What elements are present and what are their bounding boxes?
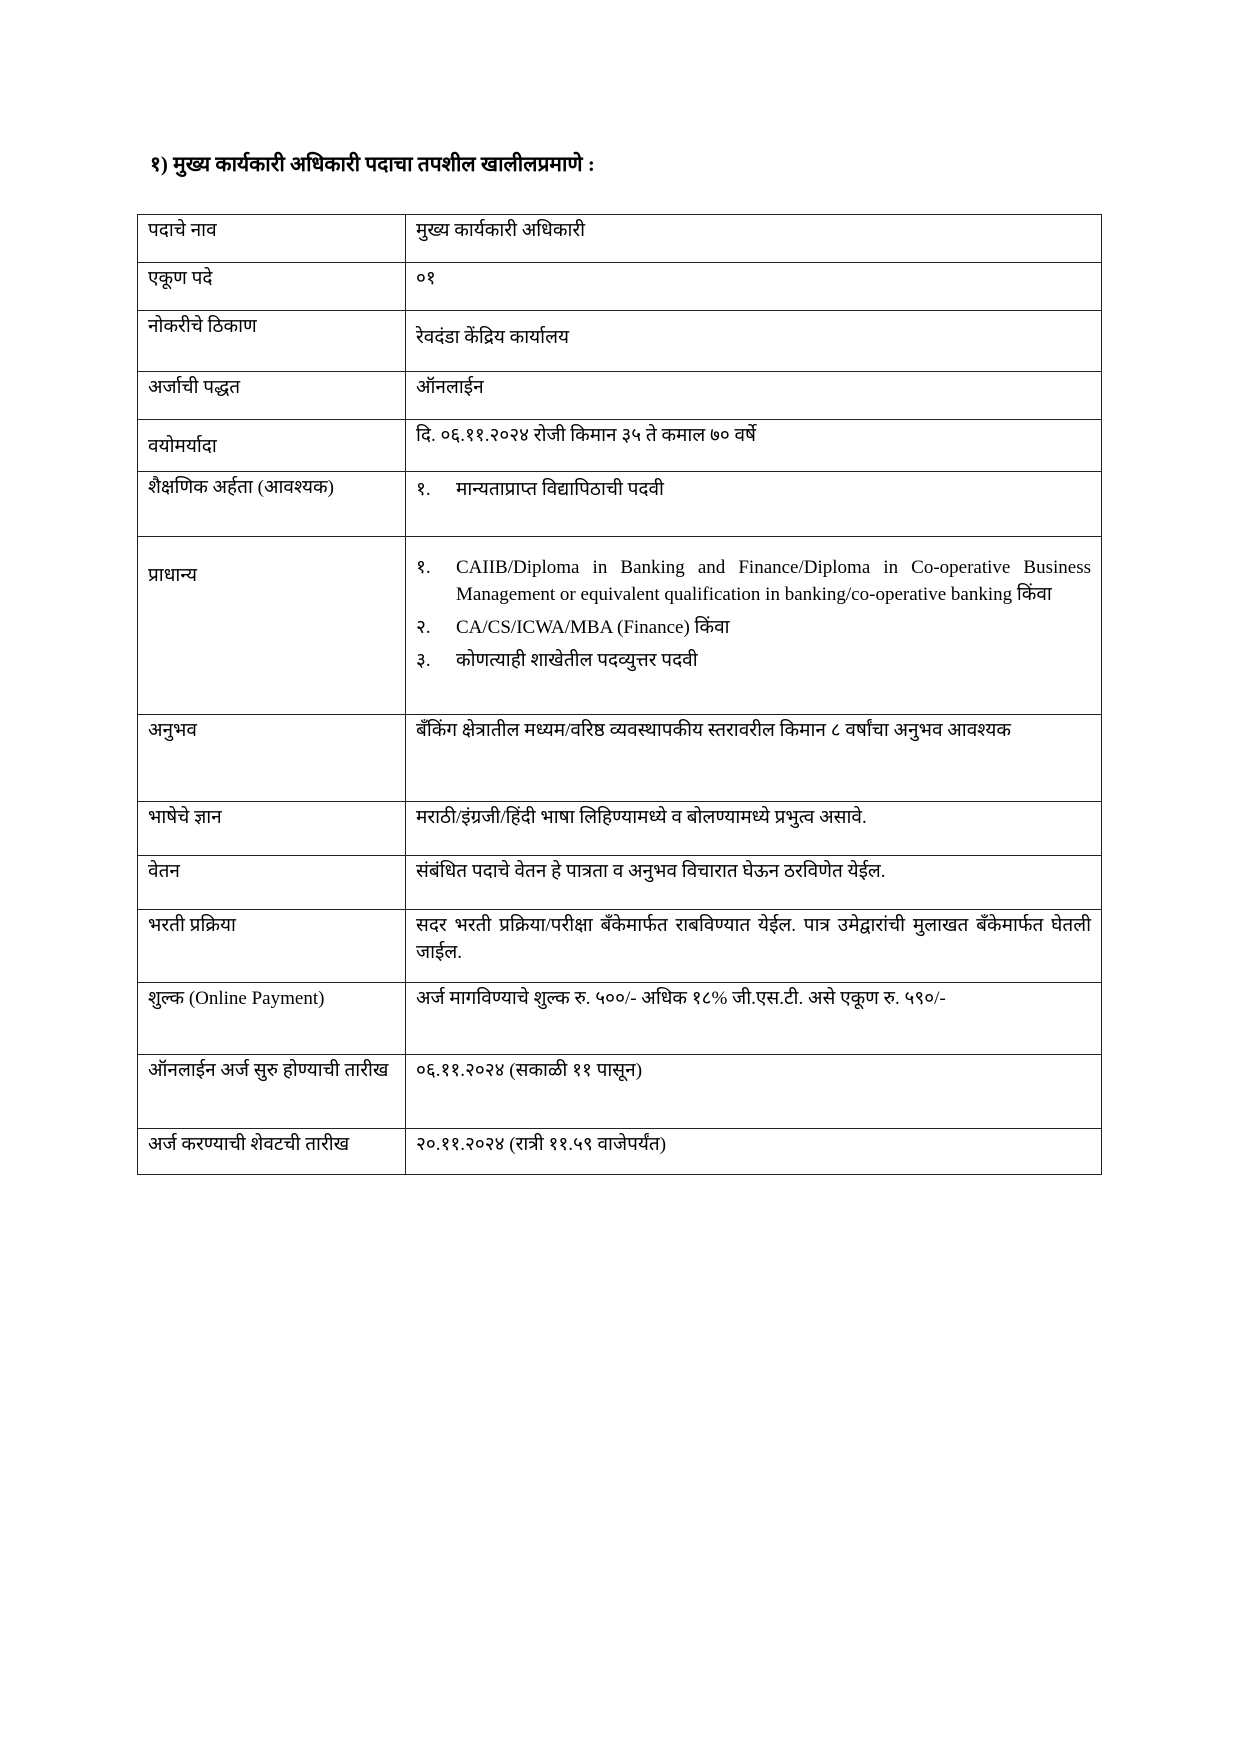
row-value-start-date: ०६.११.२०२४ (सकाळी ११ पासून) xyxy=(406,1055,1102,1129)
row-label-start-date: ऑनलाईन अर्ज सुरु होण्याची तारीख xyxy=(138,1055,406,1129)
row-label-fee: शुल्क (Online Payment) xyxy=(138,983,406,1055)
item-text: CA/CS/ICWA/MBA (Finance) किंवा xyxy=(456,616,730,638)
row-value-total-posts: ०१ xyxy=(406,263,1102,311)
table-row xyxy=(138,215,1102,263)
item-number: २. xyxy=(416,616,431,638)
table-row xyxy=(138,420,1102,472)
item-number: ३. xyxy=(416,649,431,671)
table-row xyxy=(138,910,1102,983)
row-label-experience: अनुभव xyxy=(138,715,406,802)
row-value-language: मराठी/इंग्रजी/हिंदी भाषा लिहिण्यामध्ये व बोलण्यामध्ये प्रभुत्व असावे. xyxy=(406,802,1102,856)
row-value-education xyxy=(406,472,1102,537)
list-item xyxy=(416,615,1091,642)
table-row xyxy=(138,263,1102,311)
list-item xyxy=(416,648,1091,675)
row-label-application-mode: अर्जाची पद्धत xyxy=(138,372,406,420)
row-label-age-limit: वयोमर्यादा xyxy=(138,420,406,472)
item-text: कोणत्याही शाखेतील पदव्युत्तर पदवी xyxy=(456,649,698,671)
row-label-post-name: पदाचे नाव xyxy=(138,215,406,263)
row-label-salary: वेतन xyxy=(138,856,406,910)
table-row xyxy=(138,856,1102,910)
row-label-total-posts: एकूण पदे xyxy=(138,263,406,311)
table-row xyxy=(138,802,1102,856)
row-value-last-date: २०.११.२०२४ (रात्री ११.५९ वाजेपर्यंत) xyxy=(406,1129,1102,1175)
post-details-table xyxy=(137,214,1102,1175)
table-row xyxy=(138,311,1102,372)
row-value-recruitment-process: सदर भरती प्रक्रिया/परीक्षा बँकेमार्फत राबविण्यात येईल. पात्र उमेद्वारांची मुलाखत बँकेमार्फत घेतली जाईल. xyxy=(406,910,1102,983)
row-value-fee: अर्ज मागविण्याचे शुल्क रु. ५००/- अधिक १८% जी.एस.टी. असे एकूण रु. ५९०/- xyxy=(406,983,1102,1055)
table-row xyxy=(138,715,1102,802)
list-item xyxy=(416,477,1091,504)
table-row xyxy=(138,537,1102,715)
table-row xyxy=(138,372,1102,420)
row-label-language: भाषेचे ज्ञान xyxy=(138,802,406,856)
row-label-recruitment-process: भरती प्रक्रिया xyxy=(138,910,406,983)
row-value-preference xyxy=(406,537,1102,715)
section-heading: १) मुख्य कार्यकारी अधिकारी पदाचा तपशील खालीलप्रमाणे : xyxy=(150,152,595,176)
item-number: १. xyxy=(416,557,431,578)
row-value-age-limit: दि. ०६.११.२०२४ रोजी किमान ३५ ते कमाल ७० वर्षे xyxy=(406,420,1102,472)
row-label-preference: प्राधान्य xyxy=(138,537,406,715)
table-row xyxy=(138,1129,1102,1175)
row-label-last-date: अर्ज करण्याची शेवटची तारीख xyxy=(138,1129,406,1175)
row-value-post-name: मुख्य कार्यकारी अधिकारी xyxy=(406,215,1102,263)
table-row xyxy=(138,1055,1102,1129)
row-value-salary: संबंधित पदाचे वेतन हे पात्रता व अनुभव विचारात घेऊन ठरविणेत येईल. xyxy=(406,856,1102,910)
row-value-experience: बँकिंग क्षेत्रातील मध्यम/वरिष्ठ व्यवस्थापकीय स्तरावरील किमान ८ वर्षांचा अनुभव आवश्यक xyxy=(406,715,1102,802)
row-label-education: शैक्षणिक अर्हता (आवश्यक) xyxy=(138,472,406,537)
table-row xyxy=(138,472,1102,537)
row-value-application-mode: ऑनलाईन xyxy=(406,372,1102,420)
table-row xyxy=(138,983,1102,1055)
list-item xyxy=(416,555,1091,609)
item-text: मान्यताप्राप्त विद्यापिठाची पदवी xyxy=(456,479,664,500)
item-text: CAIIB/Diploma in Banking and Finance/Diploma in Co-operative Business Management or equivalent qualification in banking/co-operative banking किंवा xyxy=(456,557,1091,605)
row-label-job-location: नोकरीचे ठिकाण xyxy=(138,311,406,372)
item-number: १. xyxy=(416,479,431,500)
row-value-job-location: रेवदंडा केंद्रिय कार्यालय xyxy=(406,311,1102,372)
